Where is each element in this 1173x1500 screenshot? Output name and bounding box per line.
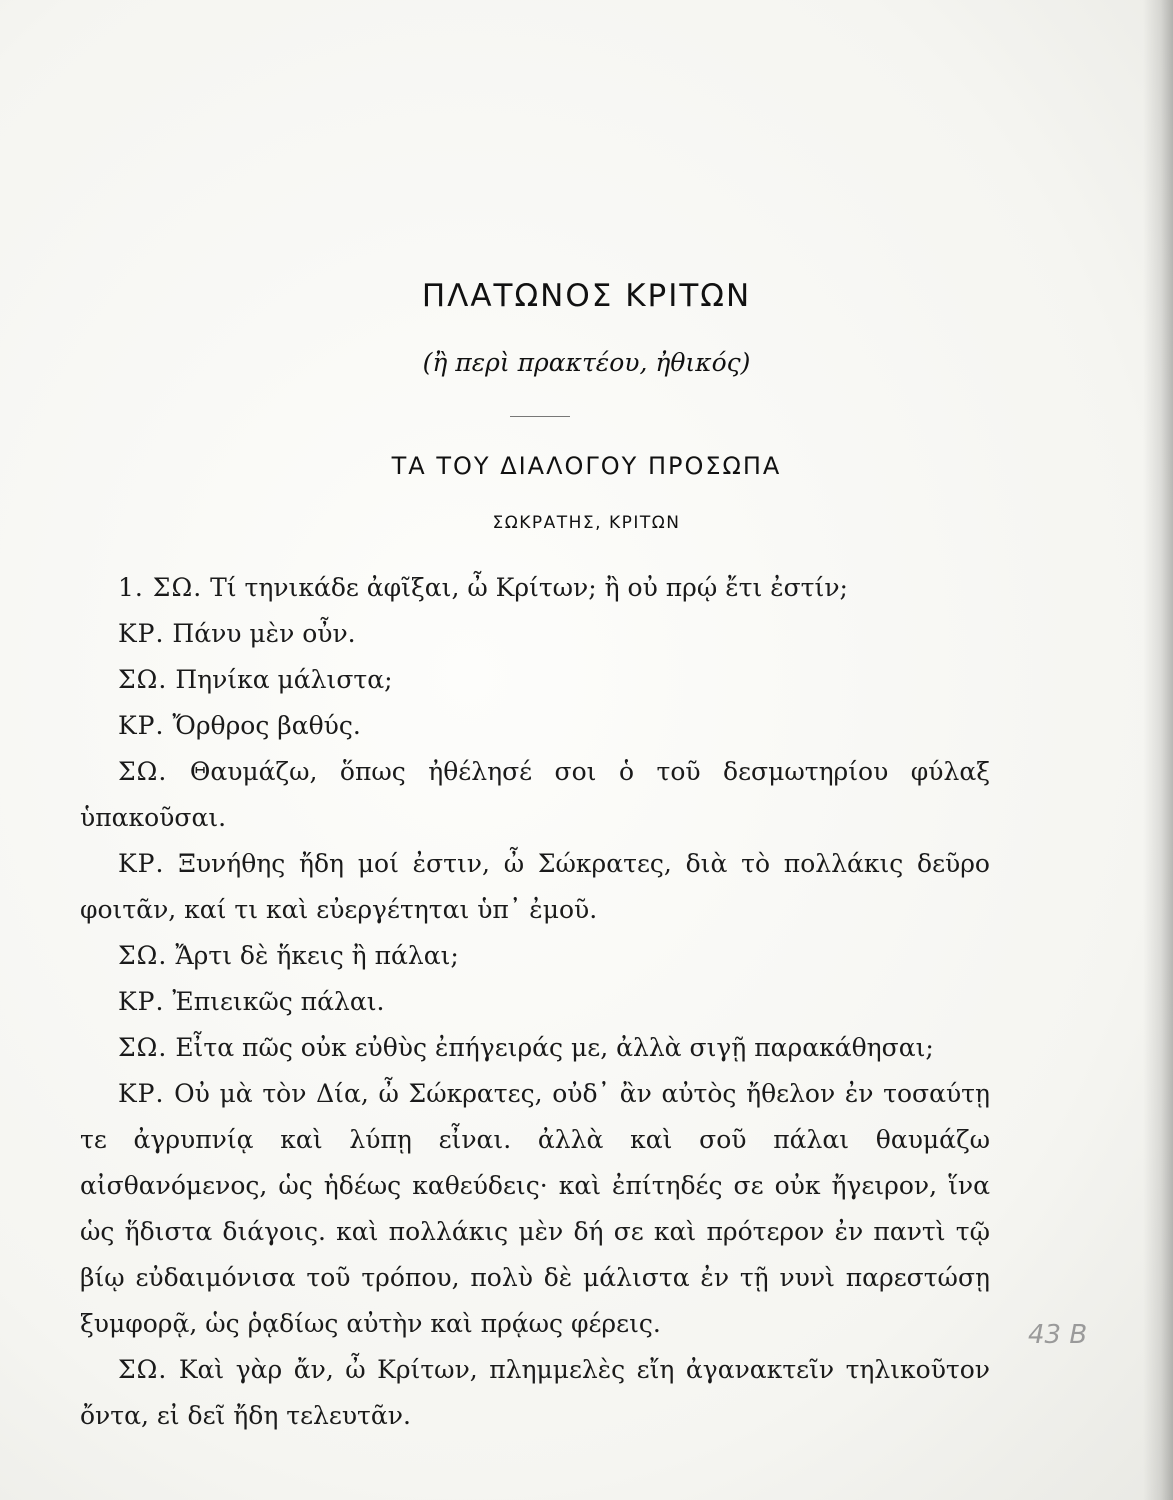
speaker-label: ΚΡ. [118,849,165,878]
page-subtitle: (ἢ περὶ πρακτέου, ἠθικός) [422,348,751,377]
stephanus-margin-note: 43 B [1028,1320,1088,1350]
dialogue-persons-heading: ΤΑ ΤΟΥ ΔΙΑΛΟΓΟΥ ΠΡΟΣΩΠΑ [391,452,782,480]
title-divider [510,416,570,417]
dialogue-line-7 [80,933,990,979]
line-text: Ὄρθρος βαθύς. [172,711,361,740]
dialogue-persons-list: ΣΩΚΡΑΤΗΣ, ΚΡΙΤΩΝ [492,513,681,533]
speaker-label: 1. ΣΩ. [118,573,203,602]
line-text: Τί τηνικάδε ἀφῖξαι, ὦ Κρίτων; ἢ οὐ πρῴ ἔτι ἐστίν; [210,573,848,602]
speaker-label: ΣΩ. [118,1033,168,1062]
line-text: Καὶ γὰρ ἄν, ὦ Κρίτων, πλημμελὲς εἴη ἀγανακτεῖν τηλικοῦτον ὄντα, εἰ δεῖ ἤδη τελευτᾶν. [80,1355,991,1430]
speaker-label: ΚΡ. [118,987,165,1016]
speaker-label: ΣΩ. [118,757,168,786]
line-text: Οὐ μὰ τὸν Δία, ὦ Σώκρατες, οὐδ᾽ ἂν αὐτὸς ἤθελον ἐν τοσαύτῃ τε ἀγρυπνίᾳ καὶ λύπῃ εἶναι. ἀλλὰ καὶ σοῦ πάλαι θαυμάζω αἰσθανόμενος, ὡς ἡδέως καθεύδεις· καὶ ἐπίτηδές σε οὐκ ἤγειρον, ἵνα ὡς ἥδιστα διάγοις. καὶ πολλάκις μὲν δή σε καὶ πρότερον ἐν παντὶ τῷ βίῳ εὐδαιμόνισα τοῦ τρόπου, πολὺ δὲ μάλιστα ἐν τῇ νυνὶ παρεστώσῃ ξυμφορᾷ, ὡς ῥᾳδίως αὐτὴν καὶ πρᾴως φέρεις. [80,1079,990,1338]
dialogue-line-6 [80,841,990,933]
line-text: Ἄρτι δὲ ἥκεις ἢ πάλαι; [175,941,459,970]
dialogue-line-4 [80,703,990,749]
dialogue-line-2 [80,611,990,657]
dialogue-line-10 [80,1071,990,1347]
dialogue-line-8 [80,979,990,1025]
page-edge-shadow [1143,0,1173,1500]
line-text: Εἶτα πῶς οὐκ εὐθὺς ἐπήγειράς με, ἀλλὰ σιγῇ παρακάθησαι; [175,1033,934,1062]
line-text: Θαυμάζω, ὅπως ἠθέλησέ σοι ὁ τοῦ δεσμωτηρίου φύλαξ ὑπακοῦσαι. [80,757,990,832]
speaker-label: ΚΡ. [118,1079,165,1108]
line-text: Ξυνήθης ἤδη μοί ἐστιν, ὦ Σώκρατες, διὰ τὸ πολλάκις δεῦρο φοιτᾶν, καί τι καὶ εὐεργέτηται ὑπ᾽ ἐμοῦ. [80,849,990,924]
dialogue-line-5 [80,749,990,841]
dialogue-line-11 [80,1347,990,1439]
dialogue-text [80,565,990,1439]
dialogue-line-1 [80,565,990,611]
line-text: Ἐπιεικῶς πάλαι. [172,987,385,1016]
dialogue-line-9 [80,1025,990,1071]
line-text: Πηνίκα μάλιστα; [175,665,393,694]
line-text: Πάνυ μὲν οὖν. [172,619,356,648]
speaker-label: ΣΩ. [118,941,168,970]
speaker-label: ΣΩ. [118,1355,168,1384]
dialogue-line-3 [80,657,990,703]
speaker-label: ΣΩ. [118,665,168,694]
speaker-label: ΚΡ. [118,711,165,740]
speaker-label: ΚΡ. [118,619,165,648]
page-title: ΠΛΑΤΩΝΟΣ ΚΡΙΤΩΝ [421,278,752,314]
